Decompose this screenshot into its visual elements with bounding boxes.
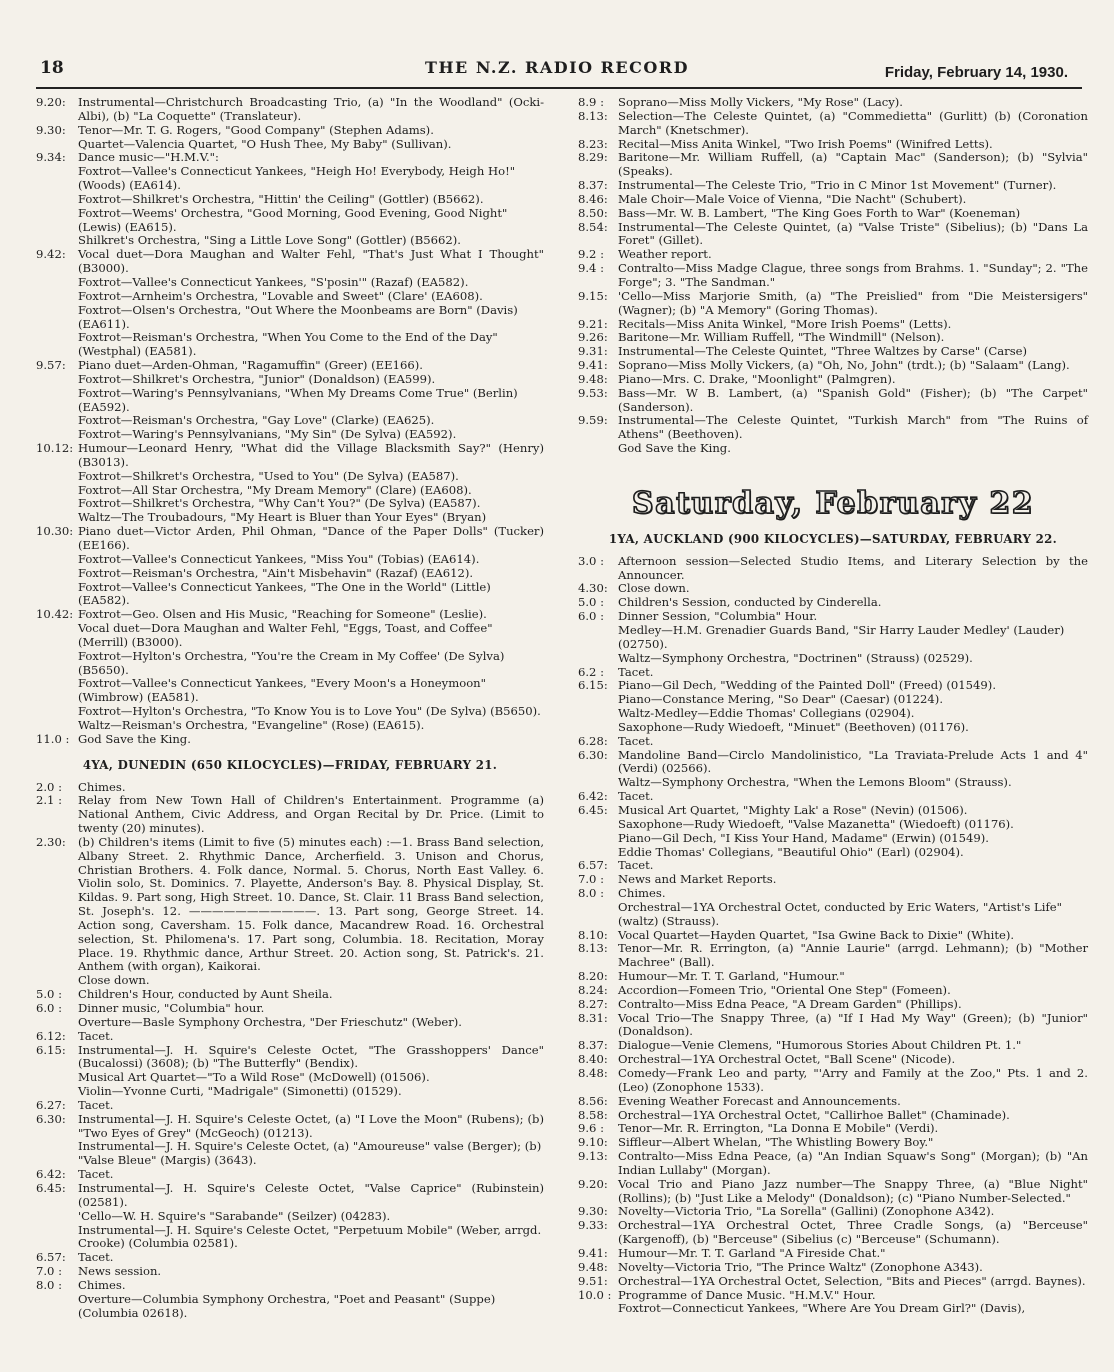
programme-entry <box>578 96 1088 110</box>
entry-text: Siffleur—Albert Whelan, "The Whistling Bowery Boy." <box>618 1135 934 1150</box>
entry-time: 9.2 : <box>578 247 605 262</box>
programme-entry <box>578 984 1088 998</box>
programme-entry <box>578 970 1088 984</box>
entry-text: Weather report. <box>618 247 712 262</box>
programme-subentry: Foxtrot—Shilkret's Orchestra, "Hittin' the Ceiling" (Gottler) (B5662). <box>78 191 484 206</box>
programme-entry <box>578 1247 1088 1261</box>
programme-entry <box>578 1178 1088 1206</box>
programme-subentry: Instrumental—J. H. Squire's Celeste Octet, "Perpetuum Mobile" (Weber, arrgd. Crooke) (Columbia 02581). <box>78 1222 542 1251</box>
programme-subentry: Foxtrot—Vallee's Connecticut Yankees, "Miss You" (Tobias) (EA614). <box>78 551 480 566</box>
entry-text: Instrumental—Christchurch Broadcasting Trio, (a) "In the Woodland" (Ocki-Albi), (b) "La Coquette" (Translateur). <box>78 95 544 123</box>
programme-entry <box>36 1030 544 1044</box>
entry-text: (b) Children's items (Limit to five (5) minutes each) :—1. Brass Band selection, Albany Street. 2. Rhythmic Dance, Archerfield. 3. Unison and Chorus, Christian Brothers. 4. Folk dance, Normal. 5. Chorus, North East Valley. 6. Violin solo, St. Dominics. 7. Playette, Anderson's Bay. 8. Physical Display, St. Kildas. 9. Part song, High Street. 10. Dance, St. Clair. 11 Brass Band selection, St. Joseph's. 12. ———————————. 13. Part song, George Street. 14. Action song, Caversham. 15. Folk dance, Macandrew Road. 16. Orchestral selection, St. Philomena's. 17. Part song, Columbia. 18. Recitation, Moray Place. 19. Rhythmic dance, Arthur Street. 20. Action song, St. Patrick's. 21. Anthem (with organ), Kaikorai. <box>78 834 544 974</box>
entry-time: 6.15: <box>578 678 608 693</box>
programme-subentry: Waltz—Symphony Orchestra, "Doctrinen" (Strauss) (02529). <box>618 650 973 665</box>
programme-subentry: Waltz—Reisman's Orchestra, "Evangeline" (Rose) (EA615). <box>78 717 425 732</box>
programme-entry <box>36 608 544 622</box>
programme-entry <box>36 1044 544 1072</box>
programme-entry <box>578 262 1088 290</box>
programme-entry <box>578 859 1088 873</box>
entry-time: 9.42: <box>36 247 66 262</box>
day-heading: Saturday, February 22 <box>631 485 1035 521</box>
programme-entry <box>578 179 1088 193</box>
programme-subentry: God Save the King. <box>618 441 731 456</box>
programme-subentry: Overture—Columbia Symphony Orchestra, "Poet and Peasant" (Suppe) (Columbia 02618). <box>78 1291 496 1320</box>
programme-subentry: Vocal duet—Dora Maughan and Walter Fehl, "Eggs, Toast, and Coffee" (Merrill) (B3000). <box>78 621 493 649</box>
entry-time: 6.42: <box>36 1167 66 1182</box>
entry-time: 10.42: <box>36 607 74 622</box>
entry-text: Instrumental—J. H. Squire's Celeste Octet, (a) "I Love the Moon" (Rubens); (b) "Two Eyes of Grey" (McGeoch) (01213). <box>78 1111 544 1140</box>
programme-entry <box>578 790 1088 804</box>
entry-text: Tacet. <box>78 1167 114 1182</box>
entry-text: Novelty—Victoria Trio, "The Prince Waltz" (Zonophone A343). <box>618 1259 983 1274</box>
programme-entry <box>36 442 544 470</box>
entry-text: Children's Hour, conducted by Aunt Sheila. <box>78 987 333 1002</box>
entry-time: 3.0 : <box>578 553 605 568</box>
entry-time: 6.57: <box>36 1250 66 1265</box>
entry-time: 9.31: <box>578 344 608 359</box>
programme-entry <box>578 804 1088 818</box>
entry-time: 5.0 : <box>36 987 63 1002</box>
programme-entry <box>36 836 544 974</box>
entry-time: 8.23: <box>578 136 608 151</box>
entry-text: Recitals—Miss Anita Winkel, "More Irish Poems" (Letts). <box>618 316 952 331</box>
entry-time: 9.15: <box>578 288 608 303</box>
entry-text: God Save the King. <box>78 731 191 746</box>
programme-list-christchurch <box>36 96 544 747</box>
programme-entry <box>578 1109 1088 1123</box>
programme-subentry: Foxtrot—Waring's Pennsylvanians, "My Sin" (De Sylva) (EA592). <box>78 427 457 442</box>
entry-text: Dinner Session, "Columbia" Hour. <box>618 609 818 624</box>
programme-subentry: Foxtrot—Hylton's Orchestra, "You're the Cream in My Coffee' (De Sylva) (B5650). <box>78 648 505 677</box>
programme-entry <box>578 929 1088 943</box>
entry-time: 9.53: <box>578 385 608 400</box>
programme-subentry: Foxtrot—Arnheim's Orchestra, "Lovable and Sweet" (Clare' (EA608). <box>78 288 483 303</box>
entry-text: Vocal Quartet—Hayden Quartet, "Isa Gwine Back to Dixie" (White). <box>618 927 1015 942</box>
programme-entry <box>578 1067 1088 1095</box>
station-heading-dunedin: 4YA, DUNEDIN (650 KILOCYCLES)—FRIDAY, FEBRUARY 21. <box>82 757 498 772</box>
entry-text: Baritone—Mr. William Ruffell, "The Windmill" (Nelson). <box>618 330 945 345</box>
entry-time: 9.48: <box>578 371 608 386</box>
programme-entry <box>36 1168 544 1182</box>
programme-subentry: Foxtrot—Weems' Orchestra, "Good Morning, Good Evening, Good Night" (Lewis) (EA615). <box>78 205 508 234</box>
entry-time: 8.10: <box>578 927 608 942</box>
entry-text: Musical Art Quartet, "Mighty Lak' a Rose" (Nevin) (01506). <box>618 802 968 817</box>
entry-time: 8.9 : <box>578 95 605 109</box>
programme-entry <box>578 1219 1088 1247</box>
entry-time: 6.30: <box>36 1111 66 1126</box>
entry-text: Tenor—Mr. R. Errington, (a) "Annie Laurie" (arrgd. Lehmann); (b) "Mother Machree" (Ball). <box>618 941 1088 970</box>
programme-entry <box>578 1122 1088 1136</box>
entry-time: 2.0 : <box>36 779 63 794</box>
entry-text: Piano duet—Victor Arden, Phil Ohman, "Dance of the Paper Dolls" (Tucker) (EE166). <box>78 524 544 552</box>
entry-text: News and Market Reports. <box>618 872 777 887</box>
programme-entry <box>578 221 1088 249</box>
programme-entry <box>36 1265 544 1279</box>
programme-subentry: Medley—H.M. Grenadier Guards Band, "Sir Harry Lauder Medley' (Lauder) (02750). <box>618 623 1065 651</box>
programme-entry <box>36 988 544 1002</box>
programme-subentry: Foxtrot—All Star Orchestra, "My Dream Memory" (Clare) (EA608). <box>78 482 472 497</box>
programme-entry <box>36 1279 544 1293</box>
entry-text: Dinner music, "Columbia" hour. <box>78 1001 265 1015</box>
entry-text: Humour—Mr. T. T. Garland "A Fireside Chat." <box>618 1245 886 1260</box>
entry-text: Relay from New Town Hall of Children's Entertainment. Programme (a) National Anthem, Civic Address, and Organ Recital by Dr. Price. (Limit to twenty (20) minutes). <box>78 793 544 836</box>
programme-entry <box>578 193 1088 207</box>
entry-time: 5.0 : <box>578 595 605 610</box>
entry-time: 8.24: <box>578 982 608 997</box>
programme-list-auckland <box>578 555 1088 1316</box>
programme-entry <box>36 781 544 795</box>
entry-time: 7.0 : <box>36 1264 63 1279</box>
programme-entry <box>578 873 1088 887</box>
entry-time: 8.0 : <box>36 1277 63 1292</box>
entry-time: 6.0 : <box>578 609 605 624</box>
entry-text: Orchestral—1YA Orchestral Octet, "Ball Scene" (Nicode). <box>618 1052 956 1067</box>
entry-text: Male Choir—Male Voice of Vienna, "Die Nacht" (Schubert). <box>618 191 967 206</box>
entry-text: Recital—Miss Anita Winkel, "Two Irish Poems" (Winifred Letts). <box>618 136 993 151</box>
entry-time: 9.30: <box>578 1204 608 1219</box>
entry-text: 'Cello—Miss Marjorie Smith, (a) "The Preislied" from "Die Meistersigers" (Wagner); (b) "A Memory" (Goring Thomas). <box>618 288 1088 317</box>
entry-text: Contralto—Miss Madge Clague, three songs from Brahms. 1. "Sunday"; 2. "The Forge"; 3. "The Sandman." <box>618 261 1088 289</box>
entry-time: 6.45: <box>578 802 608 817</box>
entry-time: 9.41: <box>578 358 608 373</box>
programme-entry <box>578 1150 1088 1178</box>
page-number: 18 <box>40 58 64 78</box>
programme-subentry: Quartet—Valencia Quartet, "O Hush Thee, My Baby" (Sullivan). <box>78 136 452 151</box>
entry-time: 10.0 : <box>578 1287 612 1302</box>
programme-subentry: 'Cello—W. H. Squire's "Sarabande" (Seilzer) (04283). <box>78 1208 391 1223</box>
entry-time: 10.30: <box>36 524 74 539</box>
entry-text: Orchestral—1YA Orchestral Octet, Three Cradle Songs, (a) "Berceuse" (Kargenoff), (b) "Berceuse" (Sibelius (c) "Berceuse" (Schumann). <box>618 1218 1088 1247</box>
entry-time: 6.2 : <box>578 664 605 679</box>
entry-text: Tacet. <box>618 858 654 873</box>
header-rule <box>36 87 1082 89</box>
programme-entry <box>36 794 544 836</box>
entry-text: Instrumental—The Celeste Trio, "Trio in C Minor 1st Movement" (Turner). <box>618 178 1057 193</box>
entry-text: Vocal Trio and Piano Jazz number—The Snappy Three, (a) "Blue Night" (Rollins); (b) "Just Like a Melody" (Donaldson); (c) "Piano Number-Selected." <box>618 1176 1088 1205</box>
entry-text: Tenor—Mr. T. G. Rogers, "Good Company" (Stephen Adams). <box>78 122 434 137</box>
programme-entry <box>36 733 544 747</box>
entry-time: 9.41: <box>578 1245 608 1260</box>
programme-subentry: Waltz—Symphony Orchestra, "When the Lemons Bloom" (Strauss). <box>618 775 1012 790</box>
entry-time: 9.13: <box>578 1149 608 1164</box>
entry-text: Instrumental—The Celeste Quintet, "Three Waltzes by Carse" (Carse) <box>618 344 1028 359</box>
programme-entry <box>36 248 544 276</box>
programme-list-dunedin <box>36 781 544 1321</box>
entry-time: 9.59: <box>578 413 608 428</box>
programme-subentry: Piano—Constance Mering, "So Dear" (Caesar) (01224). <box>618 692 944 707</box>
programme-subentry: Foxtrot—Reisman's Orchestra, "When You Come to the End of the Day" (Westphal) (EA581). <box>78 330 498 359</box>
entry-text: Piano—Mrs. C. Drake, "Moonlight" (Palmgren). <box>618 371 896 386</box>
entry-text: Contralto—Miss Edna Peace, (a) "An Indian Squaw's Song" (Morgan); (b) "An Indian Lullaby" (Morgan). <box>618 1149 1088 1177</box>
entry-time: 6.27: <box>36 1097 66 1112</box>
entry-text: Tacet. <box>78 1250 114 1265</box>
entry-time: 8.20: <box>578 969 608 984</box>
entry-text: Chimes. <box>618 886 666 901</box>
programme-subentry: Foxtrot—Vallee's Connecticut Yankees, "The One in the World" (Little) (EA582). <box>78 579 491 608</box>
programme-entry <box>578 1039 1088 1053</box>
entry-text: Foxtrot—Geo. Olsen and His Music, "Reaching for Someone" (Leslie). <box>78 607 487 622</box>
entry-time: 9.6 : <box>578 1121 605 1136</box>
programme-entry <box>578 318 1088 332</box>
entry-time: 10.12: <box>36 441 74 456</box>
station-heading-auckland: 1YA, AUCKLAND (900 KILOCYCLES)—SATURDAY, FEBRUARY 22. <box>608 531 1058 546</box>
programme-subentry: Foxtrot—Shilkret's Orchestra, "Why Can't You?" (De Sylva) (EA587). <box>78 496 481 511</box>
entry-text: Humour—Leonard Henry, "What did the Village Blacksmith Say?" (Henry) (B3013). <box>78 441 544 469</box>
programme-entry <box>36 96 544 124</box>
entry-time: 8.29: <box>578 150 608 165</box>
programme-entry <box>578 735 1088 749</box>
entry-text: Piano—Gil Dech, "Wedding of the Painted Doll" (Freed) (01549). <box>618 678 997 693</box>
programme-subentry: Waltz—The Troubadours, "My Heart is Bluer than Your Eyes" (Bryan) <box>78 510 487 525</box>
programme-entry <box>578 138 1088 152</box>
entry-time: 8.50: <box>578 205 608 220</box>
programme-subentry: Instrumental—J. H. Squire's Celeste Octet, (a) "Amoureuse" valse (Berger); (b) "Valse Bleue" (Margis) (3643). <box>78 1139 542 1168</box>
programme-entry <box>578 1012 1088 1040</box>
programme-entry <box>578 373 1088 387</box>
entry-time: 8.58: <box>578 1107 608 1122</box>
programme-entry <box>578 207 1088 221</box>
entry-text: Orchestral—1YA Orchestral Octet, "Callirhoe Ballet" (Chaminade). <box>618 1107 1010 1122</box>
programme-entry <box>36 1099 544 1113</box>
programme-entry <box>578 942 1088 970</box>
entry-text: Instrumental—J. H. Squire's Celeste Octet, "The Grasshoppers' Dance" (Bucalossi) (3608); (b) "The Butterfly" (Bendix). <box>78 1042 544 1071</box>
entry-time: 9.20: <box>578 1176 608 1191</box>
entry-text: Instrumental—The Celeste Quintet, "Turkish March" from "The Ruins of Athens" (Beethoven). <box>618 413 1088 442</box>
programme-subentry: Foxtrot—Reisman's Orchestra, "Ain't Misbehavin" (Razaf) (EA612). <box>78 565 474 580</box>
programme-entry <box>36 525 544 553</box>
programme-entry <box>578 290 1088 318</box>
programme-entry <box>578 679 1088 693</box>
entry-time: 11.0 : <box>36 731 70 746</box>
entry-time: 8.31: <box>578 1010 608 1025</box>
programme-entry <box>36 1002 544 1016</box>
entry-text: Comedy—Frank Leo and party, "'Arry and Family at the Zoo," Pts. 1 and 2. (Leo) (Zonophone 1533). <box>618 1066 1088 1094</box>
entry-time: 6.57: <box>578 858 608 873</box>
entry-time: 9.51: <box>578 1273 608 1288</box>
entry-text: Tacet. <box>78 1097 114 1112</box>
entry-text: Tacet. <box>78 1028 114 1043</box>
entry-text: Humour—Mr. T. T. Garland, "Humour." <box>618 969 845 984</box>
entry-text: Evening Weather Forecast and Announcements. <box>618 1093 901 1108</box>
entry-text: Tacet. <box>618 664 654 679</box>
programme-entry <box>578 1205 1088 1219</box>
entry-text: Novelty—Victoria Trio, "La Sorella" (Gallini) (Zonophone A342). <box>618 1204 995 1219</box>
entry-time: 8.54: <box>578 219 608 234</box>
entry-text: Vocal Trio—The Snappy Three, (a) "If I Had My Way" (Green); (b) "Junior" (Donaldson). <box>618 1010 1088 1039</box>
programme-subentry: Foxtrot—Vallee's Connecticut Yankees, "Every Moon's a Honeymoon" (Wimbrow) (EA581). <box>78 676 486 705</box>
programme-subentry: Foxtrot—Shilkret's Orchestra, "Junior" (Donaldson) (EA599). <box>78 371 436 386</box>
programme-subentry: Orchestral—1YA Orchestral Octet, conducted by Eric Waters, "Artist's Life" (waltz) (Strauss). <box>618 899 1062 928</box>
entry-time: 6.12: <box>36 1028 66 1043</box>
programme-subentry: Close down. <box>78 973 150 988</box>
entry-text: Contralto—Miss Edna Peace, "A Dream Garden" (Phillips). <box>618 996 962 1011</box>
programme-subentry: Musical Art Quartet—"To a Wild Rose" (McDowell) (01506). <box>78 1070 430 1085</box>
entry-time: 6.30: <box>578 747 608 762</box>
programme-entry <box>578 387 1088 415</box>
programme-entry <box>578 610 1088 624</box>
programme-entry <box>578 1136 1088 1150</box>
page-header <box>0 0 1114 92</box>
programme-subentry: Foxtrot—Waring's Pennsylvanians, "When My Dreams Come True" (Berlin) (EA592). <box>78 385 518 414</box>
entry-time: 9.10: <box>578 1135 608 1150</box>
programme-entry <box>578 998 1088 1012</box>
entry-time: 8.0 : <box>578 886 605 901</box>
programme-subentry: Overture—Basle Symphony Orchestra, "Der Frieschutz" (Weber). <box>78 1014 462 1029</box>
programme-entry <box>36 1113 544 1141</box>
programme-entry <box>578 887 1088 901</box>
entry-time: 8.27: <box>578 996 608 1011</box>
programme-entry <box>578 331 1088 345</box>
entry-time: 6.45: <box>36 1180 66 1195</box>
entry-time: 9.21: <box>578 316 608 331</box>
entry-text: Chimes. <box>78 779 126 794</box>
entry-text: Piano duet—Arden-Ohman, "Ragamuffin" (Greer) (EE166). <box>78 358 423 373</box>
entry-time: 9.34: <box>36 150 66 165</box>
entry-text: Tacet. <box>618 733 654 748</box>
programme-entry <box>578 248 1088 262</box>
entry-time: 8.40: <box>578 1052 608 1067</box>
entry-time: 2.30: <box>36 834 66 849</box>
programme-entry <box>578 666 1088 680</box>
entry-text: Soprano—Miss Molly Vickers, (a) "Oh, No, John" (trdt.); (b) "Salaam" (Lang). <box>618 358 1070 373</box>
entry-text: Children's Session, conducted by Cinderella. <box>618 595 882 610</box>
programme-subentry: Foxtrot—Connecticut Yankees, "Where Are You Dream Girl?" (Davis), <box>618 1301 1026 1316</box>
right-column <box>578 96 1088 1316</box>
entry-time: 9.57: <box>36 358 66 373</box>
entry-time: 9.4 : <box>578 261 605 276</box>
programme-entry <box>578 110 1088 138</box>
programme-list-friday-continued <box>578 96 1088 456</box>
programme-entry <box>36 151 544 165</box>
entry-time: 9.26: <box>578 330 608 345</box>
entry-time: 6.42: <box>578 789 608 804</box>
programme-subentry: Saxophone—Rudy Wiedoeft, "Valse Mazanetta" (Wiedoeft) (01176). <box>618 816 1014 831</box>
entry-time: 8.13: <box>578 941 608 956</box>
entry-text: News session. <box>78 1264 162 1279</box>
entry-text: Instrumental—The Celeste Quintet, (a) "Valse Triste" (Sibelius); (b) "Dans La Foret" (Gillet). <box>618 219 1088 248</box>
entry-time: 8.46: <box>578 191 608 206</box>
programme-subentry: Foxtrot—Shilkret's Orchestra, "Used to You" (De Sylva) (EA587). <box>78 468 459 483</box>
programme-subentry: Shilkret's Orchestra, "Sing a Little Love Song" (Gottler) (B5662). <box>78 233 461 248</box>
entry-text: Vocal duet—Dora Maughan and Walter Fehl, "That's Just What I Thought" (B3000). <box>78 247 544 276</box>
programme-subentry: Piano—Gil Dech, "I Kiss Your Hand, Madame" (Erwin) (01549). <box>618 830 989 845</box>
entry-text: Soprano—Miss Molly Vickers, "My Rose" (Lacy). <box>618 95 903 109</box>
programme-entry <box>36 1182 544 1210</box>
programme-entry <box>578 359 1088 373</box>
programme-entry <box>578 749 1088 777</box>
programme-entry <box>36 1251 544 1265</box>
programme-entry <box>578 1261 1088 1275</box>
entry-time: 8.37: <box>578 178 608 193</box>
entry-text: Baritone—Mr. William Ruffell, (a) "Captain Mac" (Sanderson); (b) "Sylvia" (Speaks). <box>618 150 1088 179</box>
entry-time: 9.20: <box>36 95 66 109</box>
entry-text: Chimes. <box>78 1277 126 1292</box>
entry-time: 9.48: <box>578 1259 608 1274</box>
entry-time: 8.56: <box>578 1093 608 1108</box>
programme-subentry: Foxtrot—Reisman's Orchestra, "Gay Love" (Clarke) (EA625). <box>78 413 435 428</box>
entry-text: Bass—Mr. W. B. Lambert, "The King Goes Forth to War" (Koeneman) <box>618 205 1021 220</box>
programme-entry <box>36 124 544 138</box>
entry-time: 6.15: <box>36 1042 66 1057</box>
entry-text: Instrumental—J. H. Squire's Celeste Octet, "Valse Caprice" (Rubinstein) (02581). <box>78 1180 544 1209</box>
entry-text: Tenor—Mr. R. Errington, "La Donna E Mobile" (Verdi). <box>618 1121 939 1136</box>
programme-entry <box>578 414 1088 442</box>
entry-text: Accordion—Fomeen Trio, "Oriental One Step" (Fomeen). <box>618 982 951 997</box>
programme-entry <box>578 151 1088 179</box>
programme-subentry: Foxtrot—Olsen's Orchestra, "Out Where the Moonbeams are Born" (Davis) (EA611). <box>78 302 518 331</box>
programme-subentry: Foxtrot—Hylton's Orchestra, "To Know You is to Love You" (De Sylva) (B5650). <box>78 704 541 719</box>
entry-text: Orchestral—1YA Orchestral Octet, Selection, "Bits and Pieces" (arrgd. Baynes). <box>618 1273 1086 1288</box>
programme-subentry: Foxtrot—Vallee's Connecticut Yankees, "Heigh Ho! Everybody, Heigh Ho!" (Woods) (EA614). <box>78 164 516 193</box>
programme-entry <box>578 596 1088 610</box>
left-column <box>36 96 544 1320</box>
entry-text: Dance music—"H.M.V.": <box>78 150 219 165</box>
entry-time: 8.13: <box>578 108 608 123</box>
entry-time: 2.1 : <box>36 793 63 808</box>
entry-text: Afternoon session—Selected Studio Items, and Literary Selection by the Announcer. <box>618 553 1088 582</box>
programme-subentry: Saxophone—Rudy Wiedoeft, "Minuet" (Beethoven) (01176). <box>618 719 969 734</box>
entry-text: Bass—Mr. W B. Lambert, (a) "Spanish Gold" (Fisher); (b) "The Carpet" (Sanderson). <box>618 385 1088 414</box>
programme-entry <box>578 555 1088 583</box>
programme-subentry: Waltz-Medley—Eddie Thomas' Collegians (02904). <box>618 706 915 721</box>
entry-text: Mandoline Band—Circlo Mandolinistico, "La Traviata-Prelude Acts 1 and 4" (Verdi) (02566). <box>618 747 1088 776</box>
programme-entry <box>578 1275 1088 1289</box>
entry-time: 8.37: <box>578 1038 608 1053</box>
programme-entry <box>578 1053 1088 1067</box>
entry-text: Programme of Dance Music. "H.M.V." Hour. <box>618 1287 876 1302</box>
entry-text: Dialogue—Venie Clemens, "Humorous Stories About Children Pt. 1." <box>618 1038 1022 1053</box>
entry-time: 9.30: <box>36 122 66 137</box>
programme-entry <box>578 345 1088 359</box>
entry-time: 6.0 : <box>36 1001 63 1015</box>
programme-subentry: Eddie Thomas' Collegians, "Beautiful Ohio" (Earl) (02904). <box>618 844 964 859</box>
programme-entry <box>578 1095 1088 1109</box>
entry-time: 9.33: <box>578 1218 608 1233</box>
entry-time: 4.30: <box>578 581 608 596</box>
programme-entry <box>36 359 544 373</box>
publication-title: THE N.Z. RADIO RECORD <box>425 58 689 77</box>
entry-text: Close down. <box>618 581 690 596</box>
programme-subentry: Violin—Yvonne Curti, "Madrigale" (Simonetti) (01529). <box>78 1084 402 1099</box>
programme-entry <box>578 582 1088 596</box>
programme-subentry: Foxtrot—Vallee's Connecticut Yankees, "S'posin'" (Razaf) (EA582). <box>78 274 469 289</box>
entry-time: 8.48: <box>578 1066 608 1080</box>
entry-time: 6.28: <box>578 733 608 748</box>
issue-date: Friday, February 14, 1930. <box>884 64 1068 81</box>
entry-time: 7.0 : <box>578 872 605 887</box>
entry-text: Selection—The Celeste Quintet, (a) "Commedietta" (Gurlitt) (b) (Coronation March" (Knetschmer). <box>618 108 1088 137</box>
programme-entry <box>578 1289 1088 1303</box>
entry-text: Tacet. <box>618 789 654 804</box>
